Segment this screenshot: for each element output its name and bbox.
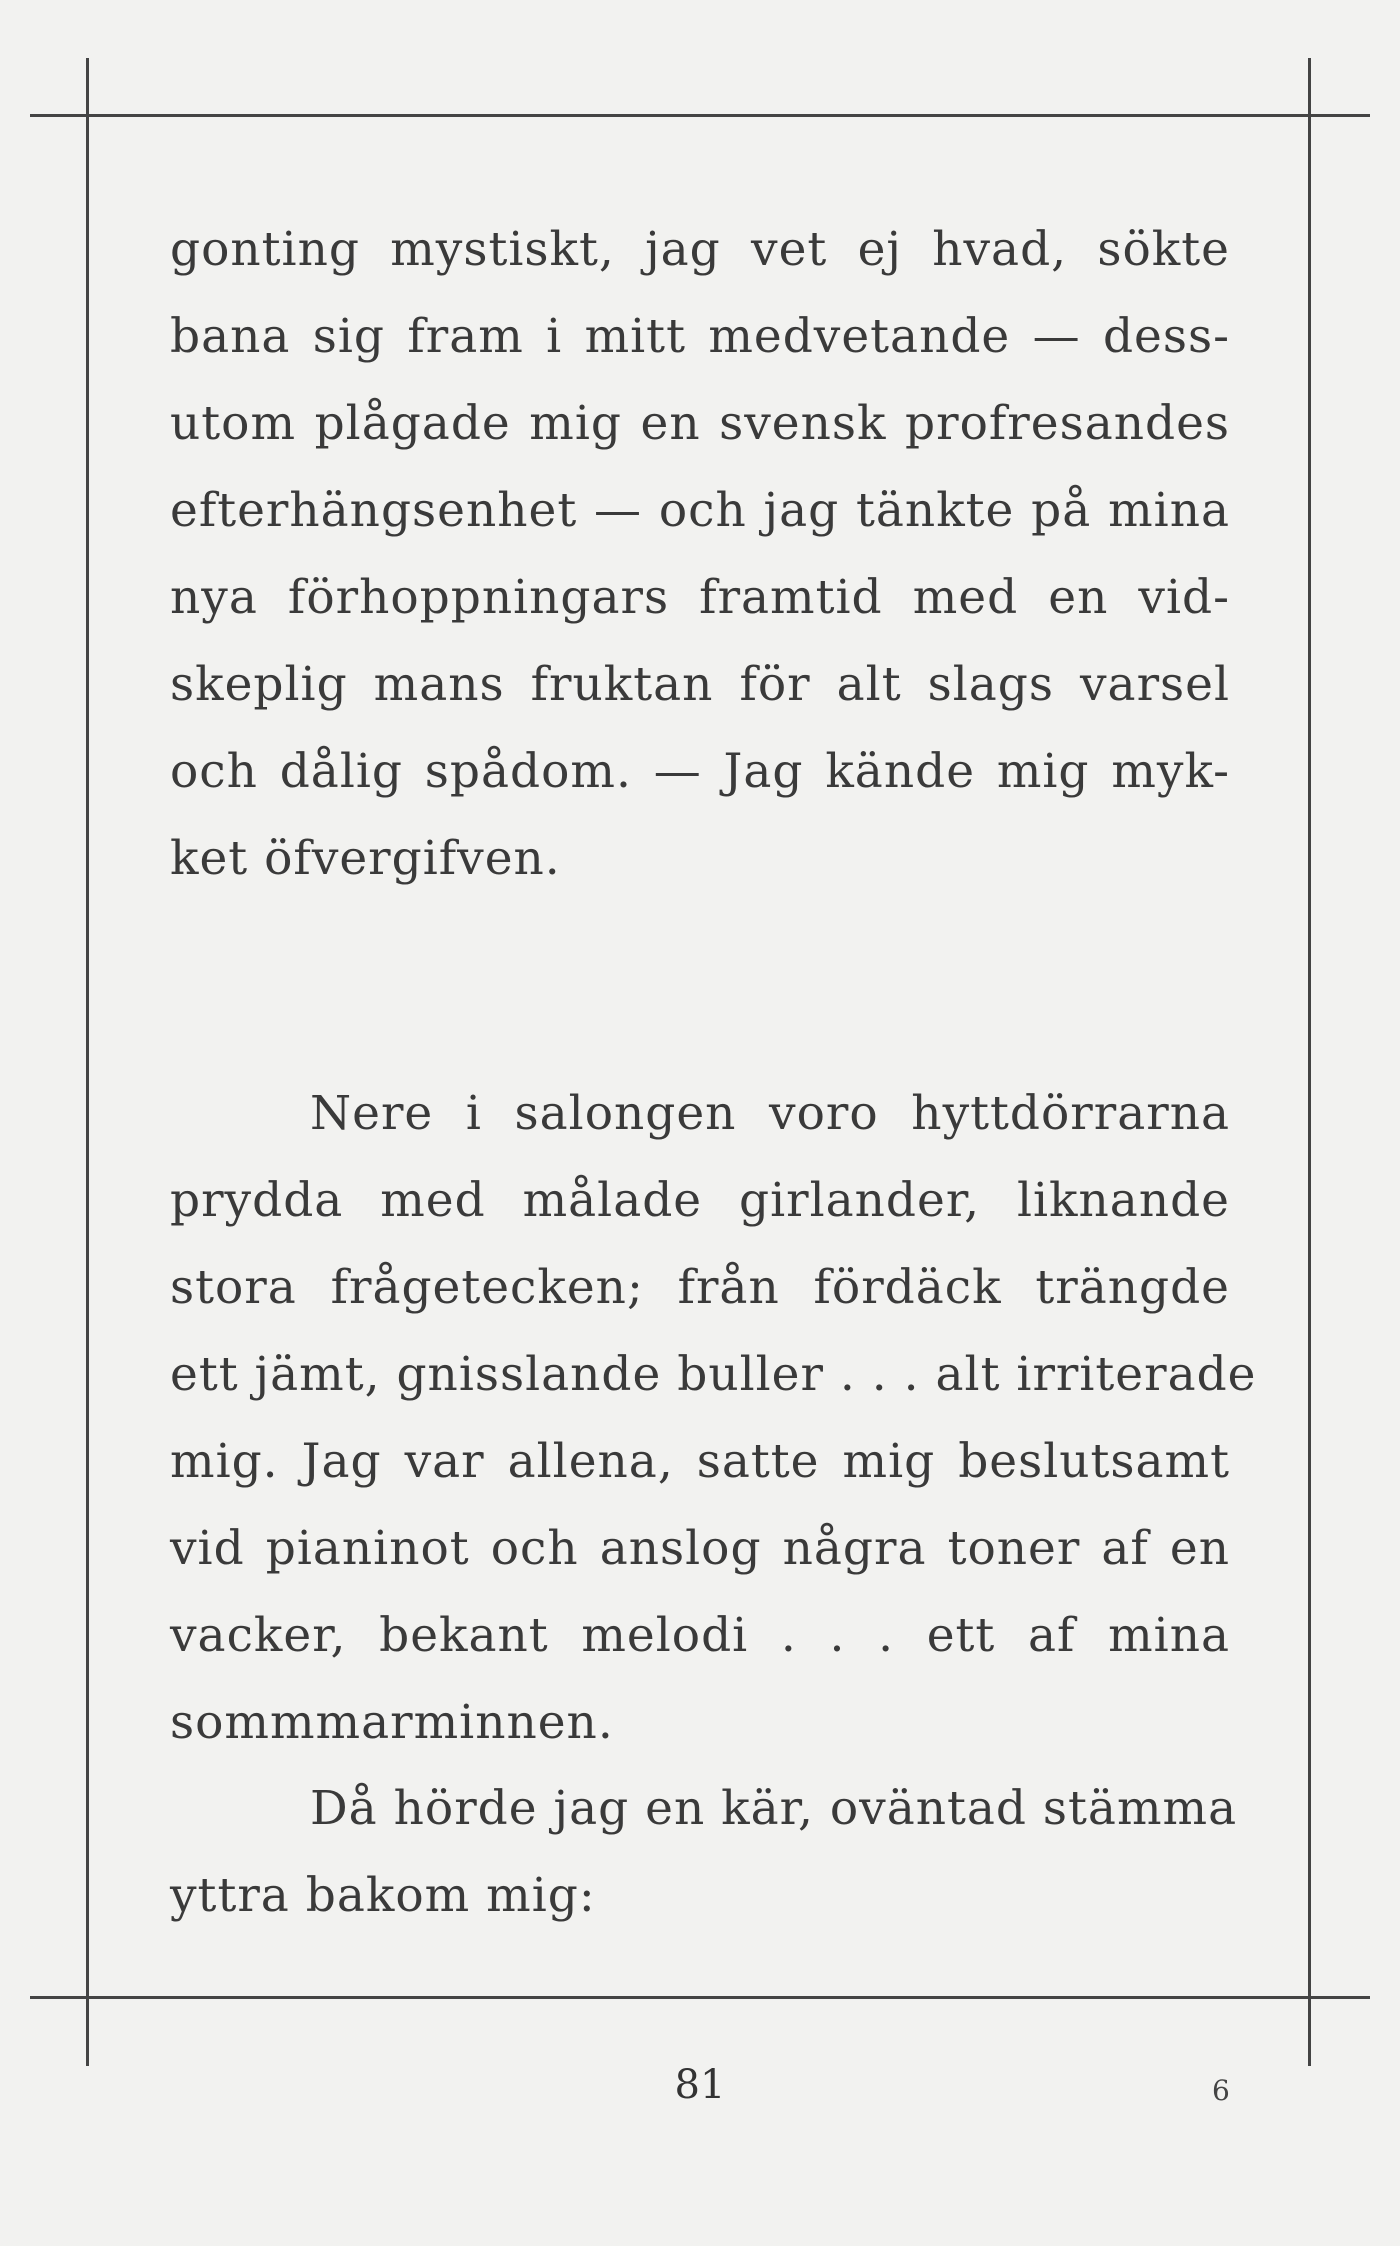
text-line: gonting mystiskt, jag vet ej hvad, sökte: [170, 222, 1230, 277]
text-line: efterhängsenhet — och jag tänkte på mina: [170, 483, 1230, 538]
text-line: utom plågade mig en svensk profresandes: [170, 396, 1230, 451]
frame-bottom-rule: [30, 1996, 1370, 1999]
text-line: nya förhoppningars framtid med en vid-: [170, 570, 1230, 625]
text-line: bana sig fram i mitt medvetande — dess-: [170, 309, 1230, 364]
text-line: sommmarminnen.: [170, 1695, 614, 1750]
text-line: skeplig mans fruktan för alt slags varsel: [170, 657, 1230, 712]
frame-left-rule: [86, 58, 89, 2066]
paragraph-3: [170, 1765, 1238, 1939]
text-line: vid pianinot och anslog några toner af en: [170, 1521, 1230, 1576]
text-line: Då hörde jag en kär, oväntad stämma: [310, 1781, 1238, 1836]
signature-mark: 6: [1212, 2074, 1230, 2107]
text-line: mig. Jag var allena, satte mig beslutsamt: [170, 1434, 1230, 1489]
frame-top-rule: [30, 114, 1370, 117]
text-line: och dålig spådom. — Jag kände mig myk-: [170, 744, 1230, 799]
paragraph-1: [170, 206, 1230, 902]
text-line: vacker, bekant melodi . . . ett af mina: [170, 1608, 1230, 1663]
text-line: ket öfvergifven.: [170, 831, 561, 886]
text-line: stora frågetecken; från fördäck trängde: [170, 1260, 1230, 1315]
frame-right-rule: [1308, 58, 1311, 2066]
text-line: prydda med målade girlander, liknande: [170, 1173, 1230, 1228]
paragraph-2: [170, 1070, 1257, 1766]
text-line: Nere i salongen voro hyttdörrarna: [310, 1086, 1230, 1141]
text-line: yttra bakom mig:: [170, 1868, 596, 1923]
page-number: 81: [674, 2062, 726, 2108]
text-line: ett jämt, gnisslande buller . . . alt irriterade: [170, 1347, 1257, 1402]
